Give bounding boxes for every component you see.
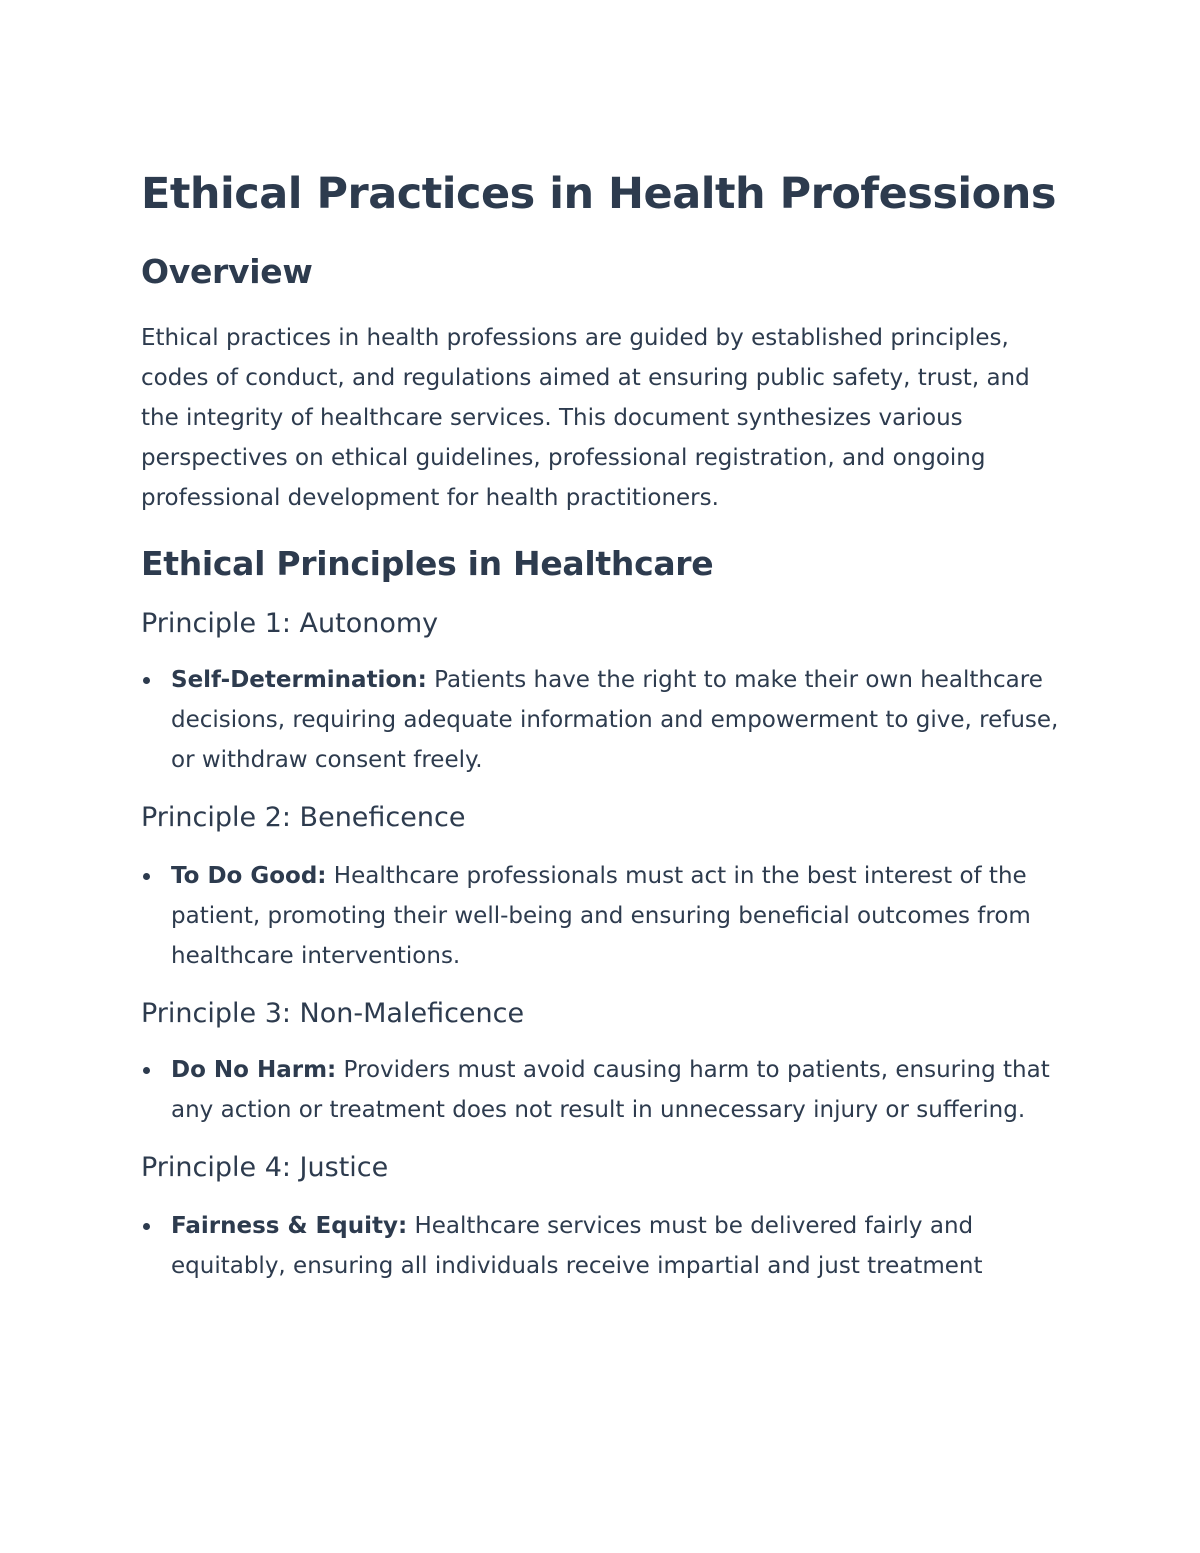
document-title: Ethical Practices in Health Professions (141, 169, 1056, 219)
bullet-icon (143, 1223, 150, 1230)
principle-4-list (141, 1206, 1071, 1286)
principle-1-text: Patients have the right to make their own healthcare decisions, requiring adequate information and empowerment to give, refuse, or withdraw consent freely. (171, 667, 1059, 773)
list-item (141, 856, 1071, 976)
document-page (141, 164, 1071, 1286)
principles-heading: Ethical Principles in Healthcare (141, 544, 714, 583)
bullet-icon (143, 677, 150, 684)
list-item (141, 1050, 1071, 1130)
principle-4-heading: Principle 4: Justice (141, 1152, 389, 1183)
list-item (141, 660, 1071, 780)
principle-3-heading: Principle 3: Non-Maleficence (141, 998, 525, 1029)
term-separator: : (317, 863, 327, 889)
principle-2-list (141, 856, 1071, 976)
overview-heading: Overview (141, 252, 313, 291)
principle-1-heading: Principle 1: Autonomy (141, 608, 439, 639)
principle-1-term: Self-Determination (171, 667, 418, 693)
principle-1-list (141, 660, 1071, 780)
principle-4-term: Fairness & Equity (171, 1213, 398, 1239)
principle-2-term: To Do Good (171, 863, 318, 889)
bullet-icon (143, 873, 150, 880)
principle-3-list (141, 1050, 1071, 1130)
term-separator: : (327, 1057, 337, 1083)
principle-3-text: Providers must avoid causing harm to patients, ensuring that any action or treatment does not result in unnecessary injury or suffering. (171, 1057, 1050, 1123)
term-separator: : (397, 1213, 408, 1239)
bullet-icon (143, 1067, 150, 1074)
term-separator: : (417, 667, 427, 693)
list-item (141, 1206, 1071, 1286)
overview-paragraph: Ethical practices in health professions are guided by established principles, codes of conduct, and regulations aimed at ensuring public safety, trust, and the integrity of healthcare services. This document synthesizes various perspectives on ethical guidelines, professional registration, and ongoing professional development for health practitioners. (141, 325, 1030, 511)
principle-4-text: Healthcare services must be delivered fairly and equitably, ensuring all individuals receive impartial and just treatment (171, 1213, 983, 1279)
principle-2-text: Healthcare professionals must act in the best interest of the patient, promoting their well-being and ensuring beneficial outcomes from healthcare interventions. (171, 863, 1031, 969)
principle-3-term: Do No Harm (171, 1057, 328, 1083)
principle-2-heading: Principle 2: Beneficence (141, 802, 466, 833)
